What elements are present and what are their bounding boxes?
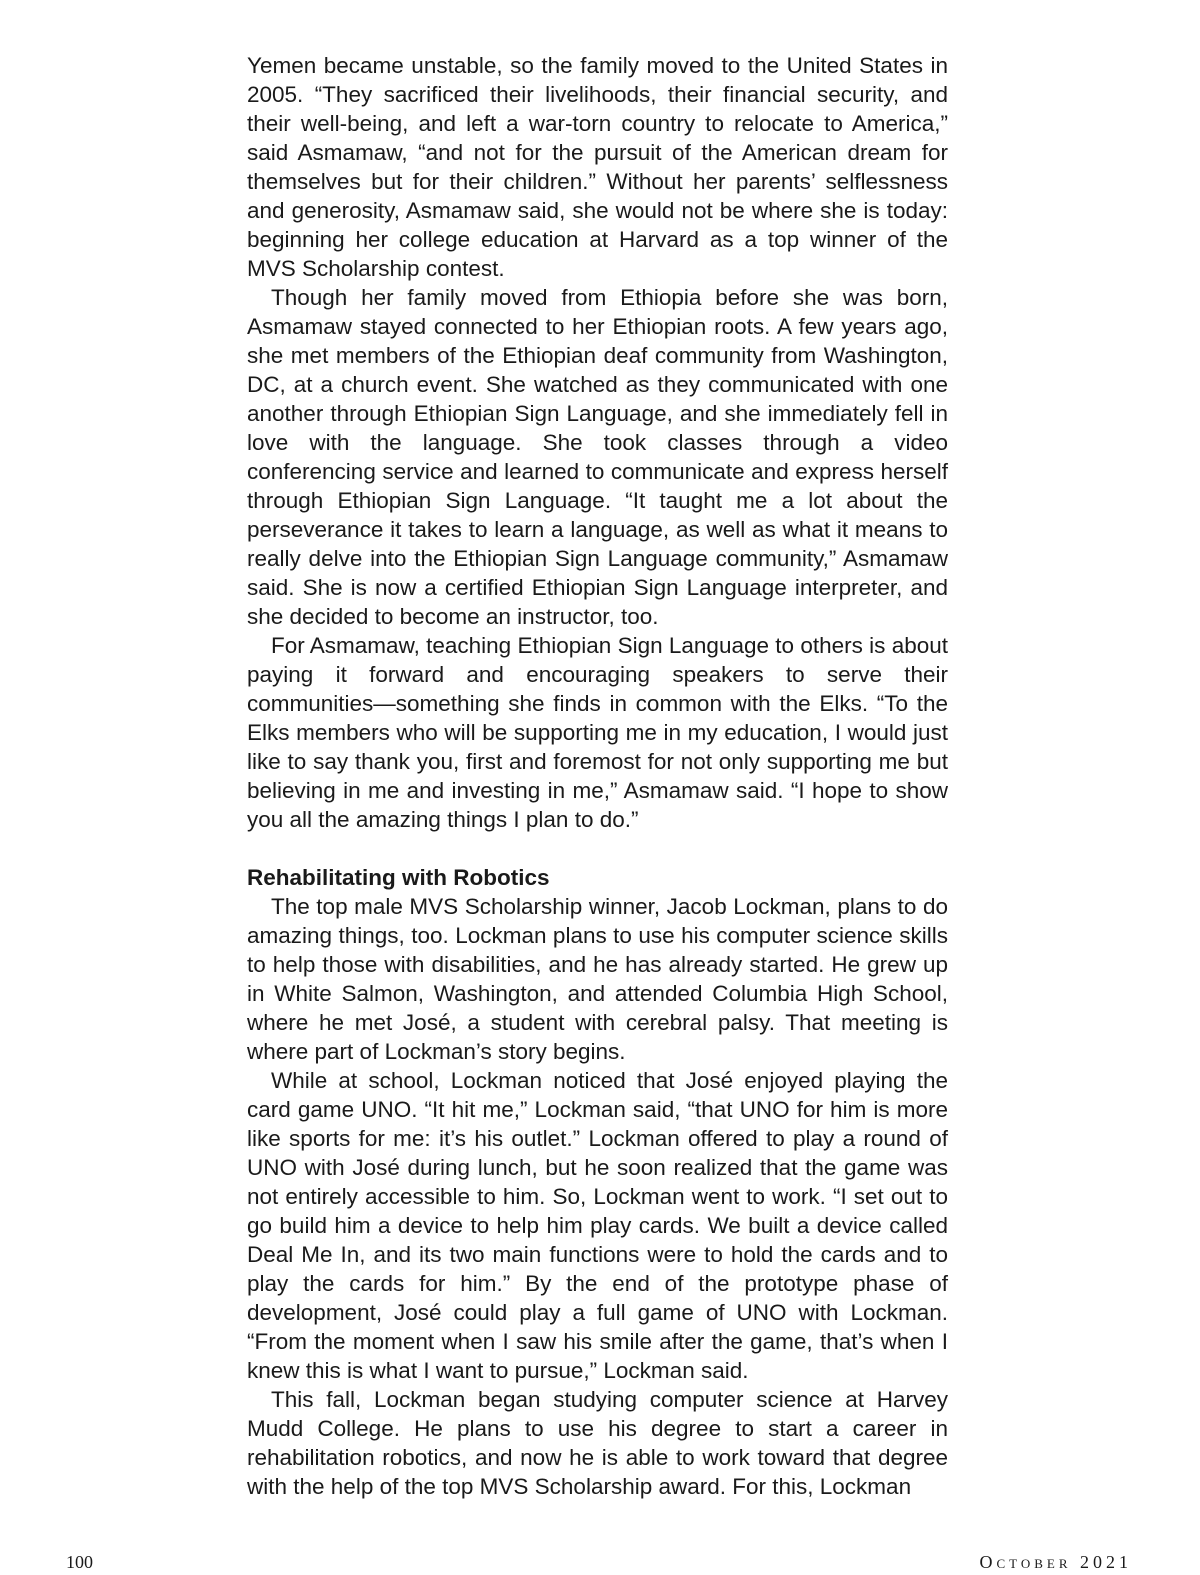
paragraph-paying-forward: For Asmamaw, teaching Ethiopian Sign Language to others is about paying it forward and encouraging speakers to serve their communities—something she finds in common with the Elks. “To the Elks members who will be supporting me in my education, I would just like to say thank you, first and foremost for not only supporting me but believing in me and investing in me,” Asmamaw said. “I hope to show you all the amazing things I plan to do.” [247, 633, 948, 832]
paragraph-ethiopian-roots: Though her family moved from Ethiopia before she was born, Asmamaw stayed connected to her Ethiopian roots. A few years ago, she met members of the Ethiopian deaf community from Washington, DC, at a church event. She watched as they communicated with one another through Ethiopian Sign Language, and she immediately fell in love with the language. She took classes through a video conferencing service and learned to communicate and express herself through Ethiopian Sign Language. “It taught me a lot about the perseverance it takes to learn a language, as well as what it means to really delve into the Ethiopian Sign Language community,” Asmamaw said. She is now a certified Ethiopian Sign Language interpreter, and she decided to become an instructor, too. [247, 285, 948, 629]
section-heading: Rehabilitating with Robotics [247, 865, 550, 890]
issue-date: October 2021 [979, 1552, 1132, 1572]
paragraph-lockman-intro: The top male MVS Scholarship winner, Jacob Lockman, plans to do amazing things, too. Lockman plans to use his computer science skills to help those with disabilities, and he has already started. He grew up in White Salmon, Washington, and attended Columbia High School, where he met José, a student with cerebral palsy. That meeting is where part of Lockman’s story begins. [247, 894, 948, 1064]
paragraph-family-move: Yemen became unstable, so the family moved to the United States in 2005. “They sacrificed their livelihoods, their financial security, and their well-being, and left a war-torn country to relocate to America,” said Asmamaw, “and not for the pursuit of the American dream for themselves but for their children.” Without her parents’ selflessness and generosity, Asmamaw said, she would not be where she is today: beginning her college education at Harvard as a top winner of the MVS Scholarship contest. [247, 53, 948, 281]
page-number: 100 [66, 1552, 93, 1572]
paragraph-uno-device: While at school, Lockman noticed that José enjoyed playing the card game UNO. “It hit me,” Lockman said, “that UNO for him is more like sports for me: it’s his outlet.” Lockman offered to play a round of UNO with José during lunch, but he soon realized that the game was not entirely accessible to him. So, Lockman went to work. “I set out to go build him a device to help him play cards. We built a device called Deal Me In, and its two main functions were to hold the cards and to play the cards for him.” By the end of the prototype phase of development, José could play a full game of UNO with Lockman. “From the moment when I saw his smile after the game, that’s when I knew this is what I want to pursue,” Lockman said. [247, 1068, 948, 1383]
paragraph-harvey-mudd: This fall, Lockman began studying computer science at Harvey Mudd College. He plans to use his degree to start a career in rehabilitation robotics, and now he is able to work toward that degree with the help of the top MVS Scholarship award. For this, Lockman [247, 1387, 948, 1499]
article-column [247, 51, 948, 1501]
